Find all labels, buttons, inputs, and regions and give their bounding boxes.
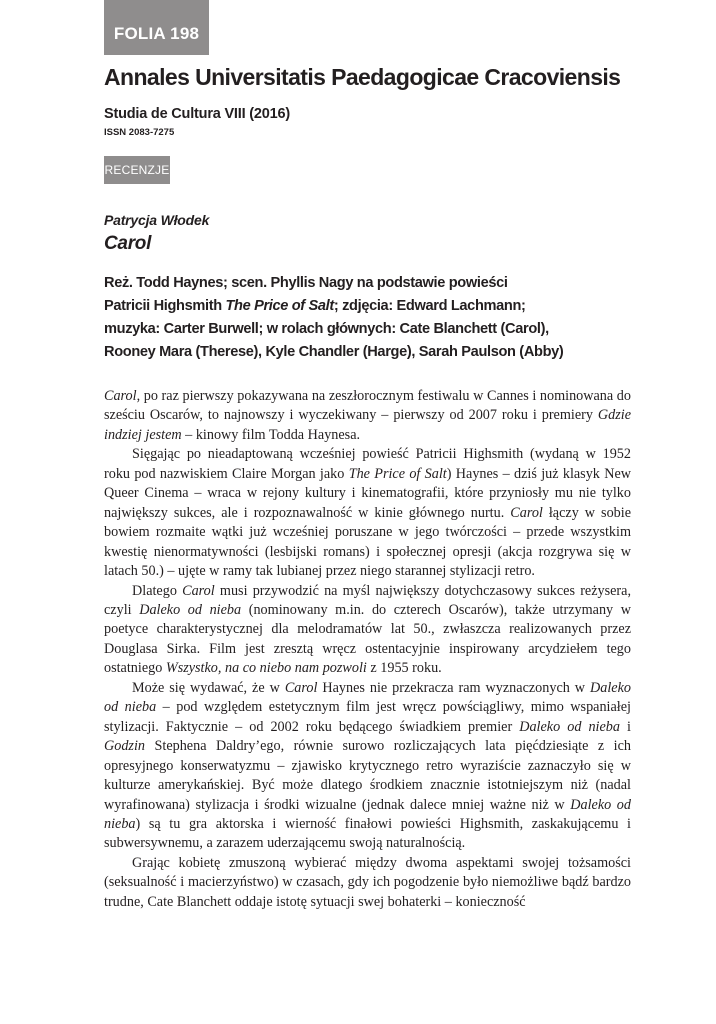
credits-line: Patricii Highsmith The Price of Salt; zdjęcia: Edward Lachmann; [104,298,526,314]
paragraph: Carol, po raz pierwszy pokazywana na zeszłorocznym festiwalu w Cannes i nominowana do sześciu Oscarów, to najnowszy i wyczekiwany – pierwszy od 2007 roku i premiery Gdzie indziej jestem – kinowy film Todda Haynesa. [104,388,631,443]
folio-label: FOLIA 198 [113,24,200,43]
series-title: Studia de Cultura VIII (2016) [104,106,290,122]
folio-badge [104,0,209,55]
film-credits [104,272,624,364]
credits-line: muzyka: Carter Burwell; w rolach głównych: Cate Blanchett (Carol), [104,321,549,337]
section-tag: RECENZJE [104,156,170,184]
credits-line: Rooney Mara (Therese), Kyle Chandler (Harge), Sarah Paulson (Abby) [104,344,564,360]
article-body [104,387,631,912]
paragraph: Grając kobietę zmuszoną wybierać między dwoma aspektami swojej tożsamości (seksualność i macierzyństwo) w czasach, gdy ich pogodzenie było niemożliwe bądź bardzo trudne, Cate Blanchett oddaje istotę sytuacji swej bohaterki – konieczność [104,854,631,910]
credits-line: Reż. Todd Haynes; scen. Phyllis Nagy na podstawie powieści [104,275,508,291]
article-title: Carol [104,233,152,254]
issn: ISSN 2083-7275 [104,127,175,138]
journal-title: Annales Universitatis Paedagogicae Cracoviensis [104,64,621,90]
paragraph: Sięgając po nieadaptowaną wcześniej powieść Patricii Highsmith (wydaną w 1952 roku pod nazwiskiem Claire Morgan jako The Price of Salt) Haynes – dziś już klasyk New Queer Cinema – wraca w rejony kultury i kinematografii, które przyniosły mu nie tylko największy sukces, ale i rozpoznawalność w kinie głównego nurtu. Carol łączy w sobie bowiem rozmaite wątki już wcześniej poruszane w jego twórczości – przede wszystkim kwestię nienormatywności (lesbijski romans) i społecznej opresji (akcja rozgrywa się w latach 50.) – ujęte w ramy tak lubianej przez niego starannej stylizacji retro. [104,446,631,580]
article-author: Patrycja Włodek [104,212,210,228]
paragraph: Dlatego Carol musi przywodzić na myśl największy dotychczasowy sukces reżysera, czyli Daleko od nieba (nominowany m.in. do czterech Oscarów), także utrzymany w poetyce charakterystycznej dla melodramatów lat 50., zwłaszcza realizowanych przez Douglasa Sirka. Film jest zresztą wręcz ostentacyjnie inspirowany arcydziełem tego ostatniego Wszystko, na co niebo nam pozwoli z 1955 roku. [104,582,632,677]
paragraph: Może się wydawać, że w Carol Haynes nie przekracza ram wyznaczonych w Daleko od nieba – pod względem estetycznym film jest wręcz powściągliwy, mimo wspaniałej stylizacji. Faktycznie – od 2002 roku będącego świadkiem premier Daleko od nieba i Godzin Stephena Daldry’ego, równie surowo rozliczających lata pięćdziesiąte z ich opresyjnego konserwatyzmu – zjawisko krytycznego retro wyraziście zaznaczyło się w kulturze amerykańskiej. Być może dlatego środkiem znacznie istotniejszym niż (nadal wyrafinowana) stylizacja i środki wizualne (jednak dalece mniej ważne niż w Daleko od nieba) są tu gra aktorska i wierność finałowi powieści Highsmith, zaskakującemu i subwersywnemu, a zarazem uderzającemu swoją naturalnością. [104,679,631,852]
